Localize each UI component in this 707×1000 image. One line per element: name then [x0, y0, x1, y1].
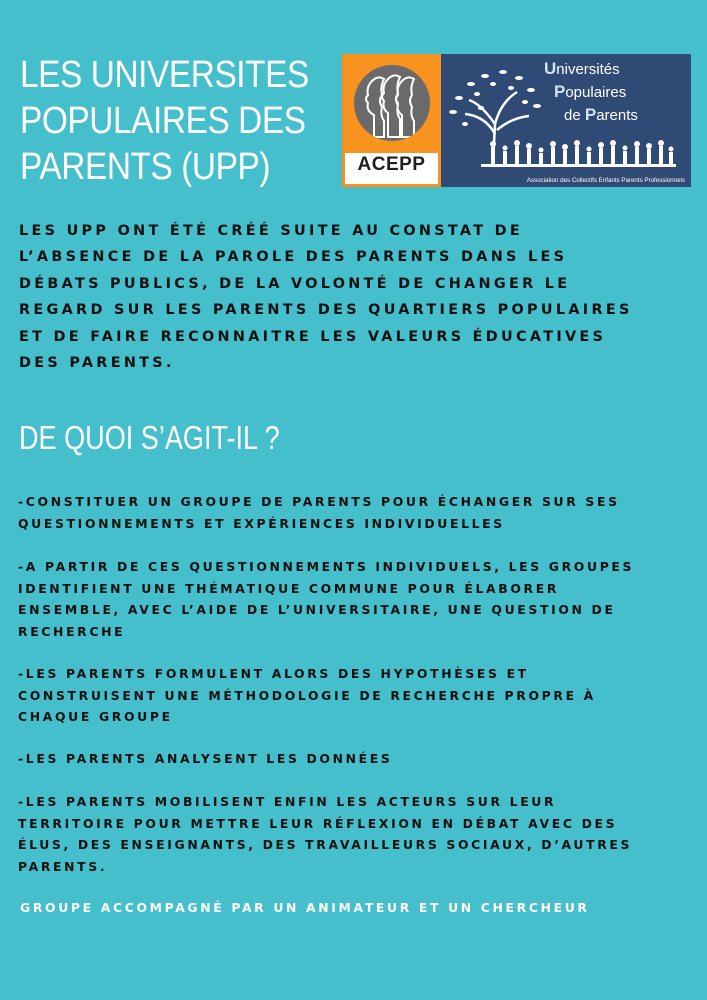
intro-line: REGARD SUR LES PARENTS DES QUARTIERS POPULAIRES	[19, 302, 633, 319]
point-line: CHAQUE GROUPE	[18, 709, 173, 725]
intro-line: ET DE FAIRE RECONNAITRE LES VALEURS ÉDUCATIVES	[19, 328, 607, 345]
point-hypotheses	[18, 663, 698, 728]
point-line: -A PARTIR DE CES QUESTIONNEMENTS INDIVIDUELS, LES GROUPES	[18, 559, 635, 574]
intro-line: LES UPP ONT ÉTÉ CRÉÉ SUITE AU CONSTAT DE	[19, 223, 524, 239]
acepp-logo	[342, 54, 441, 187]
point-line: RECHERCHE	[18, 623, 126, 639]
intro-line: DÉBATS PUBLICS, DE LA VOLONTÉ DE CHANGER LE	[19, 275, 571, 292]
people-crowd-icon	[441, 134, 690, 174]
intro-line: DES PARENTS.	[19, 355, 175, 372]
point-thematique	[18, 556, 698, 642]
upp-logo	[441, 54, 691, 187]
point-line: CONSTRUISENT UNE MÉTHODOLOGIE DE RECHERCHE PROPRE À	[18, 687, 596, 703]
partner-logos	[342, 54, 691, 187]
upp-name: Universités Populaires de Parents	[544, 59, 638, 124]
point-line: QUESTIONNEMENTS ET EXPÉRIENCES INDIVIDUELLES	[18, 515, 505, 531]
title-line: LES UNIVERSITES	[20, 54, 309, 96]
point-line: -LES PARENTS MOBILISENT ENFIN LES ACTEURS SUR LEUR	[18, 794, 557, 809]
point-mobilisation	[18, 791, 698, 877]
upp-tagline: Association des Collectifs Enfants Parents Professionnels	[526, 177, 685, 184]
point-line: TERRITOIRE POUR METTRE LEUR RÉFLEXION EN DÉBAT AVEC DES	[18, 815, 618, 831]
section-heading: DE QUOI S’AGIT-IL ?	[19, 419, 280, 456]
intro-paragraph	[19, 218, 689, 376]
intro-line: L’ABSENCE DE LA PAROLE DES PARENTS DANS LES	[19, 249, 568, 266]
point-line: -CONSTITUER UN GROUPE DE PARENTS POUR ÉCHANGER SUR SES	[18, 494, 620, 509]
point-line: ÉLUS, DES ENSEIGNANTS, DES TRAVAILLEURS SOCIAUX, D’AUTRES	[18, 837, 633, 853]
page-title	[20, 52, 309, 190]
footer-note: GROUPE ACCOMPAGNÉ PAR UN ANIMATEUR ET UN CHERCHEUR	[20, 900, 590, 915]
point-constituer	[18, 491, 698, 534]
faces-profile-icon	[354, 65, 430, 141]
point-line: PARENTS.	[18, 858, 108, 874]
point-line: ENSEMBLE, AVEC L’AIDE DE L’UNIVERSITAIRE, UNE QUESTION DE	[18, 602, 616, 618]
point-line: -LES PARENTS FORMULENT ALORS DES HYPOTHÈSES ET	[18, 666, 529, 681]
title-line: POPULAIRES DES	[20, 100, 306, 142]
point-line: IDENTIFIENT UNE THÉMATIQUE COMMUNE POUR ÉLABORER	[18, 580, 560, 596]
title-line: PARENTS (UPP)	[20, 146, 271, 188]
acepp-label: ACEPP	[357, 154, 426, 175]
point-line: -LES PARENTS ANALYSENT LES DONNÉES	[18, 751, 393, 766]
point-analyse	[18, 748, 698, 770]
